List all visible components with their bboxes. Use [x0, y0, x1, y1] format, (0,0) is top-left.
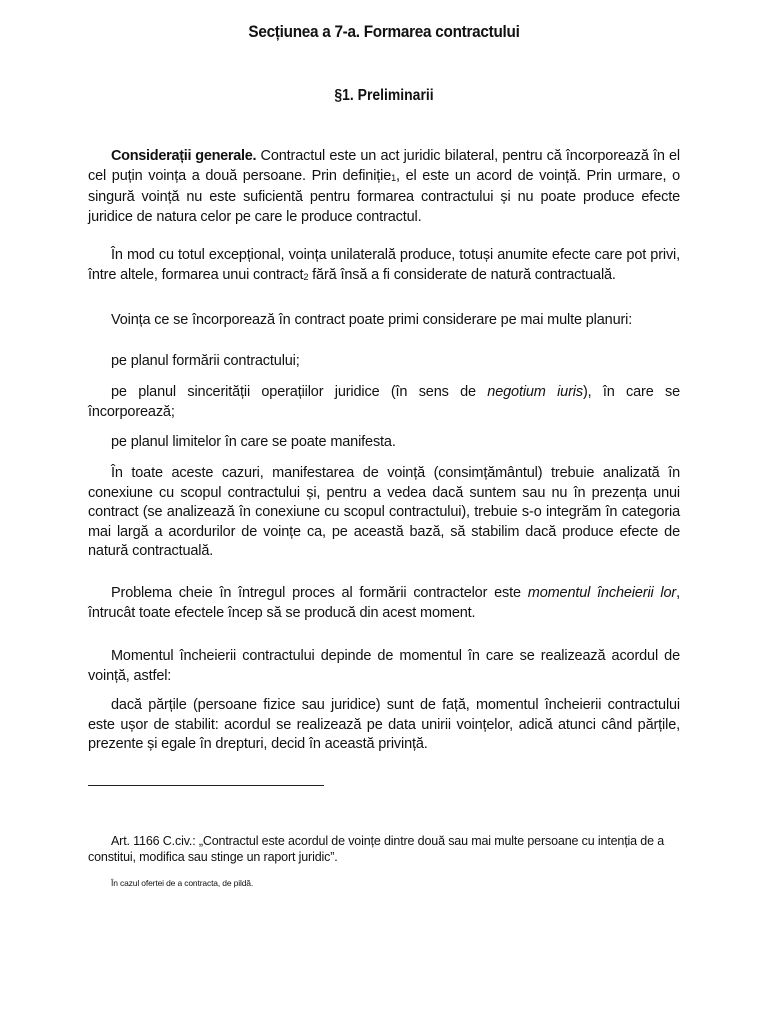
paragraph-text: Problema cheie în întregul proces al formării contractelor este [111, 585, 528, 601]
footnote-ref-1: 1 [391, 172, 396, 183]
paragraph-parties-present: dacă părțile (persoane fizice sau juridice) sunt de față, momentul încheierii contractului este ușor de stabilit: acordul se realizează pe data unirii voințelor, adică atunci când părțile, prezente și egale în drepturi, decid în această privință. [88, 697, 680, 752]
paragraph-consent-analysis: În toate aceste cazuri, manifestarea de voință (consimțământul) trebuie analizată în conexiune cu scopul contractului și, pentru a vedea dacă suntem sau nu în prezența unui contract (se analizează în conexiune cu scopul contractului), trebuie s-o integrăm în categoria mai largă a acordurilor de voințe ca, pe această bază, să stabilim dacă produce efecte de natură contractuală. [88, 465, 680, 559]
paragraph-text: , întrucât toate efectele încep să se producă din acest moment. [88, 585, 680, 621]
emphasized-term: momentul încheierii lor [527, 585, 677, 601]
paragraph-text: În mod cu totul excepțional, voința unilaterală produce, totuși anumite efecte care pot privi, între altele, formarea unui contract [88, 247, 680, 283]
paragraph-key-problem [88, 584, 680, 623]
paragraph-general-considerations [88, 147, 680, 227]
page-title: Secțiunea a 7-a. Formarea contractului [248, 22, 520, 41]
paragraph-text: pe planul sincerității operațiilor juridice (în sens de [111, 384, 488, 400]
footnote-separator [88, 785, 324, 786]
paragraph-planes-intro: Voința ce se încorporează în contract poate primi considerare pe mai multe planuri: [111, 312, 633, 328]
footnote-ref-2: 2 [303, 271, 309, 282]
footnote-2: În cazul ofertei de a contracta, de pildă. [111, 878, 254, 888]
paragraph-text: fără însă a fi considerate de natură contractuală. [308, 266, 616, 283]
paragraph-text: ), în care se încorporează; [88, 384, 680, 420]
paragraph-text: Contractul este un act juridic bilateral, pentru că încorporează în el cel puțin voința a două persoane. Prin definiție [88, 148, 680, 184]
section-subtitle: §1. Preliminarii [334, 87, 434, 104]
paragraph-lead: Considerații generale. [111, 148, 257, 164]
paragraph-unilateral-will [88, 246, 680, 287]
list-item-plane-limits: pe planul limitelor în care se poate manifesta. [111, 434, 396, 450]
list-item-plane-formation: pe planul formării contractului; [111, 353, 300, 369]
footnote-1: Art. 1166 C.civ.: „Contractul este acordul de voințe dintre două sau mai multe persoane cu intenția de a constitui, modifica sau stinge un raport juridic”. [88, 834, 665, 864]
paragraph-text: , el este un acord de voință. Prin urmare, o singură voință nu este suficientă pentru formarea contractului și nu poate produce efecte juridice de natura celor pe care le produce contractul. [88, 167, 681, 225]
paragraph-conclusion-moment: Momentul încheierii contractului depinde de momentul în care se realizează acordul de voință, astfel: [88, 648, 680, 684]
list-item-plane-sincerity [88, 383, 680, 422]
latin-term: negotium iuris [487, 384, 583, 400]
